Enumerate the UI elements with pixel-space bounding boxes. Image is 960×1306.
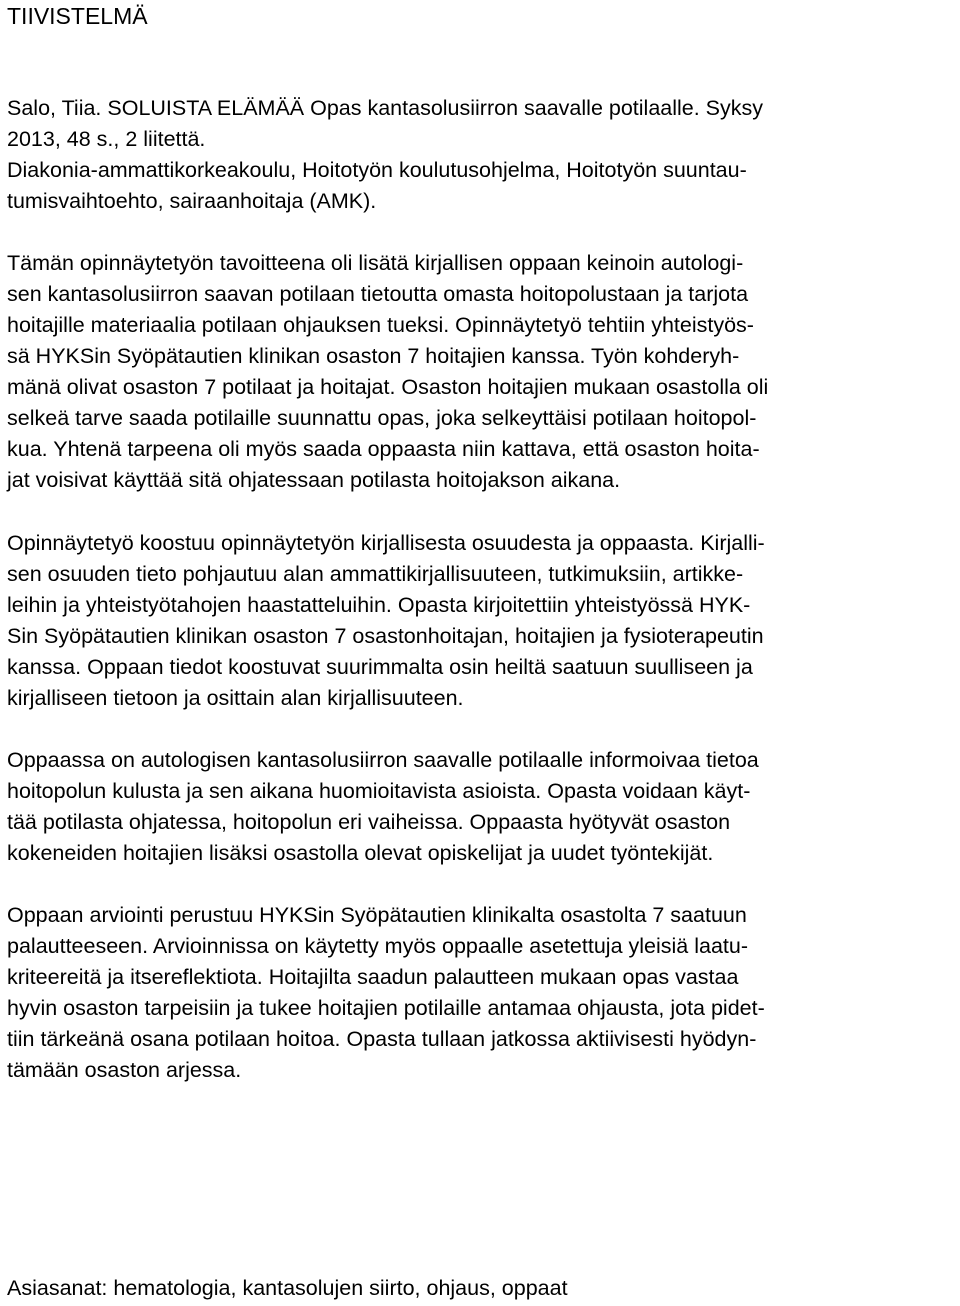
- abstract-paragraph-evaluation: [7, 900, 765, 1086]
- paragraph-line: selkeä tarve saada potilaille suunnattu opas, joka selkeyttäisi potilaan hoitopol-: [7, 406, 757, 430]
- paragraph-line: sen kantasolusiirron saavan potilaan tietoutta omasta hoitopolustaan ja tarjota: [7, 282, 749, 306]
- paragraph-line: jat voisivat käyttää sitä ohjatessaan potilasta hoitojakson aikana.: [7, 468, 621, 492]
- paragraph-line: tää potilasta ohjatessa, hoitopolun eri vaiheissa. Oppaasta hyötyvät osaston: [7, 810, 731, 834]
- paragraph-line: sen osuuden tieto pohjautuu alan ammattikirjallisuuteen, tutkimuksiin, artikke-: [7, 562, 744, 586]
- paragraph-line: kirjalliseen tietoon ja osittain alan kirjallisuuteen.: [7, 686, 464, 710]
- paragraph-line: hoitajille materiaalia potilaan ohjauksen tueksi. Opinnäytetyö tehtiin yhteistyös-: [7, 313, 754, 337]
- abstract-paragraph-content: [7, 745, 759, 869]
- abstract-paragraph-aim: [7, 248, 768, 496]
- page-title: TIIVISTELMÄ: [7, 3, 148, 29]
- paragraph-line: Oppaan arviointi perustuu HYKSin Syöpätautien klinikalta osastolta 7 saatuun: [7, 903, 747, 927]
- paragraph-line: kanssa. Oppaan tiedot koostuvat suurimmalta osin heiltä saatuun suulliseen ja: [7, 655, 753, 679]
- paragraph-line: palautteeseen. Arvioinnissa on käytetty myös oppaalle asetettuja yleisiä laatu-: [7, 934, 748, 958]
- paragraph-line: tämään osaston arjessa.: [7, 1058, 242, 1082]
- paragraph-line: kua. Yhtenä tarpeena oli myös saada oppaasta niin kattava, että osaston hoita-: [7, 437, 760, 461]
- paragraph-line: tiin tärkeänä osana potilaan hoitoa. Opasta tullaan jatkossa aktiivisesti hyödyn-: [7, 1027, 757, 1051]
- paragraph-line: leihin ja yhteistyötahojen haastatteluihin. Opasta kirjoitettiin yhteistyössä HYK-: [7, 593, 751, 617]
- paragraph-line: kriteereitä ja itsereflektiota. Hoitajilta saadun palautteen mukaan opas vastaa: [7, 965, 739, 989]
- paragraph-line: hyvin osaston tarpeisiin ja tukee hoitajien potilaille antamaa ohjausta, jota pidet-: [7, 996, 765, 1020]
- paragraph-line: Tämän opinnäytetyön tavoitteena oli lisätä kirjallisen oppaan keinoin autologi-: [7, 251, 744, 275]
- citation-line: 2013, 48 s., 2 liitettä.: [7, 127, 206, 151]
- abstract-paragraph-structure: [7, 528, 765, 714]
- keywords-line: Asiasanat: hematologia, kantasolujen siirto, ohjaus, oppaat: [7, 1276, 568, 1300]
- paragraph-line: Sin Syöpätautien klinikan osaston 7 osastonhoitajan, hoitajien ja fysioterapeutin: [7, 624, 764, 648]
- paragraph-line: Opinnäytetyö koostuu opinnäytetyön kirjallisesta osuudesta ja oppaasta. Kirjalli-: [7, 531, 765, 555]
- citation-line: Diakonia-ammattikorkeakoulu, Hoitotyön koulutusohjelma, Hoitotyön suuntau-: [7, 158, 747, 182]
- paragraph-line: kokeneiden hoitajien lisäksi osastolla olevat opiskelijat ja uudet työntekijät.: [7, 841, 714, 865]
- paragraph-line: hoitopolun kulusta ja sen aikana huomioitavista asioista. Opasta voidaan käyt-: [7, 779, 751, 803]
- bibliographic-citation: [7, 93, 763, 217]
- paragraph-line: mänä olivat osaston 7 potilaat ja hoitajat. Osaston hoitajien mukaan osastolla oli: [7, 375, 769, 399]
- paragraph-line: sä HYKSin Syöpätautien klinikan osaston 7 hoitajien kanssa. Työn kohderyh-: [7, 344, 740, 368]
- paragraph-line: Oppaassa on autologisen kantasolusiirron saavalle potilaalle informoivaa tietoa: [7, 748, 759, 772]
- citation-line: tumisvaihtoehto, sairaanhoitaja (AMK).: [7, 189, 377, 213]
- citation-line: Salo, Tiia. SOLUISTA ELÄMÄÄ Opas kantasolusiirron saavalle potilaalle. Syksy: [7, 96, 764, 120]
